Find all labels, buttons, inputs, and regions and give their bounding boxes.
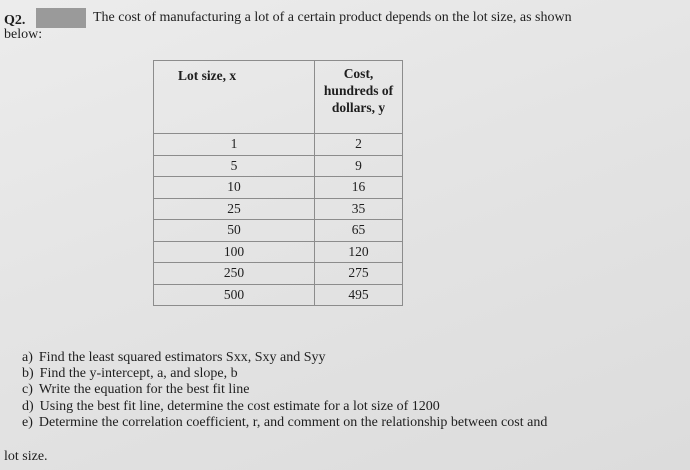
- cell-lot-size: 5: [154, 155, 315, 177]
- task-item: [22, 382, 686, 398]
- header-cost-line1: Cost,: [343, 66, 374, 81]
- cell-cost: 9: [315, 155, 403, 177]
- task-text: Write the equation for the best fit line: [38, 382, 250, 398]
- cell-lot-size: 25: [154, 198, 315, 220]
- cell-lot-size: 500: [154, 284, 315, 306]
- cell-cost: 35: [315, 198, 403, 220]
- cell-cost: 120: [315, 241, 403, 263]
- task-letter: e): [22, 414, 33, 430]
- task-item: [22, 350, 686, 366]
- table-header-row: [154, 61, 403, 134]
- cell-cost: 275: [315, 263, 403, 285]
- cell-lot-size: 250: [154, 263, 315, 285]
- table-row: [154, 198, 403, 220]
- table-row: [154, 134, 403, 156]
- task-text: Find the least squared estimators Sxx, Sxy and Syy: [38, 350, 326, 365]
- header-lot-size: Lot size, x: [154, 61, 315, 134]
- question-intro: The cost of manufacturing a lot of a certain product depends on the lot size, as shown: [93, 10, 572, 25]
- header-cost: [315, 61, 403, 134]
- table-row: [154, 177, 403, 199]
- cell-cost: 2: [315, 134, 403, 156]
- table-row: [154, 263, 403, 285]
- cell-cost: 16: [315, 177, 403, 199]
- task-text: Find the y-intercept, a, and slope, b: [39, 366, 238, 382]
- cell-cost: 495: [315, 284, 403, 306]
- question-intro-continuation: below:: [4, 27, 43, 42]
- task-letter: a): [22, 350, 33, 365]
- cell-cost: 65: [315, 220, 403, 242]
- task-item: [22, 366, 686, 382]
- table-row: [154, 155, 403, 177]
- cell-lot-size: 1: [154, 134, 315, 156]
- task-e-continuation: lot size.: [4, 449, 48, 464]
- question-number: Q2.: [4, 13, 26, 28]
- table-row: [154, 284, 403, 306]
- cell-lot-size: 100: [154, 241, 315, 263]
- task-item: [22, 399, 686, 415]
- task-letter: b): [22, 366, 34, 382]
- header-cost-line3: dollars, y: [331, 100, 386, 115]
- task-list: [22, 350, 686, 431]
- task-text: Using the best fit line, determine the cost estimate for a lot size of 1200: [39, 398, 440, 414]
- data-table: [153, 60, 403, 306]
- cell-lot-size: 10: [154, 177, 315, 199]
- task-letter: d): [22, 398, 34, 414]
- task-text: Determine the correlation coefficient, r, and comment on the relationship between cost and: [38, 414, 548, 430]
- table-row: [154, 241, 403, 263]
- cell-lot-size: 50: [154, 220, 315, 242]
- task-letter: c): [22, 382, 33, 398]
- redacted-box: [36, 8, 86, 28]
- task-item: [22, 415, 686, 431]
- table-row: [154, 220, 403, 242]
- header-cost-line2: hundreds of: [323, 83, 394, 98]
